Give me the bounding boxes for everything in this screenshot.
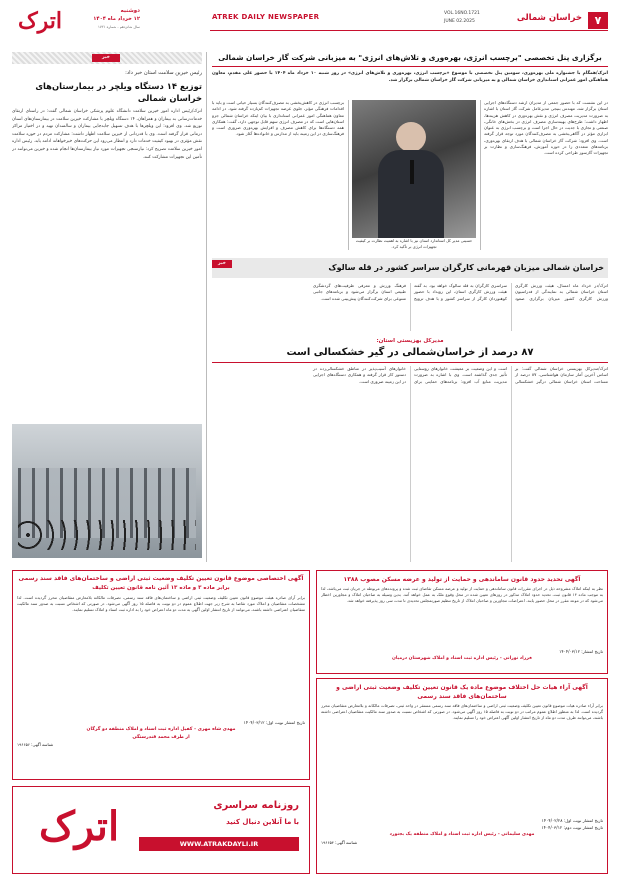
story3-headline: ۸۷ درصد از خراسان‌شمالی در گیر خشکسالی است — [286, 347, 534, 358]
lead-photo-caption: حسینی مدیر کل استاندارد استان نیز با اشاره به اهمیت نظارت بر کیفیت تجهیزات انرژی بر تأکید کرد. — [355, 238, 473, 249]
ad-bottom-right — [316, 678, 608, 874]
ad-signature: فرزاد نورانی - رئیس اداره ثبت اسناد و املاک شهرستان درمیان — [391, 656, 532, 661]
story2-kicker: خبر — [212, 260, 232, 268]
ad-subtitle: برابر ماده ۳ و ماده ۱۳ آئین نامه قانون تعیین تکلیف — [92, 584, 230, 591]
sidebar-headline: توزیع ۱۴ دستگاه ویلچر در بیمارستان‌های خراسان شمالی — [35, 81, 202, 103]
ad-signature: مهدی شاه مهری - کفیل اداره ثبت اسناد و املاک منطقه دو گرگان — [86, 726, 236, 732]
section-title: خراسان شمالی — [516, 13, 582, 23]
sidebar-lead-line: رئیس خیرین سلامت استان خبر داد: — [125, 70, 202, 76]
ad-body: برابر آرای صادره هیئت موضوع قانون تعیین تکلیف وضعیت ثبتی اراضی و ساختمان‌های فاقد سند رسمی، تصرفات مالکانه بلامعارض متقاضیان محرز گردیده است. لذا مشخصات متقاضیان و املاک مورد تقاضا به شرح زیر جهت اطلاع عموم در دو نوبت به فاصله ۱۵ روز آگهی می‌شود. در صورتی که اشخاص نسبت به صدور سند مالکیت متقاضیان اعتراضی داشته باشند، می‌توانند از تاریخ انتشار اولین آگهی به مدت دو ماه اعتراض خود را به اداره ثبت اسناد و املاک تسلیم نمایند. — [17, 594, 305, 612]
issue-day: دوشنبه — [120, 8, 140, 14]
page-header — [0, 0, 620, 46]
promo-tagline: روزنامه سراسری — [213, 800, 299, 811]
wheelchair-wheels — [18, 520, 196, 550]
ad-date-2: تاریخ انتشار نوبت دوم: ۱۴۰۴/۰۳/۱۲ — [541, 825, 603, 830]
ad-body: برابر آراء صادره هیات موضوع قانون تعیین تکلیف وضعیت ثبتی اراضی و ساختمان‌های فاقد سند رسمی مستقر در واحد ثبتی، تصرفات مالکانه و بلامعارض متقاضیان محرز گردیده است. لذا به منظور اطلاع عموم مراتب در دو نوبت به فاصله ۱۵ روز آگهی می‌شود. در صورتی که اشخاص نسبت به صدور سند مالکیت متقاضیان اعتراضی داشته باشند، می‌توانند ظرف مدت دو ماه از تاریخ انتشار اولین آگهی اعتراض خود را تسلیم نمایند. — [321, 703, 603, 721]
date-en: JUNE 02.2025 — [444, 19, 475, 24]
col-divider — [480, 100, 481, 250]
sidebar-kicker: خبر — [92, 54, 120, 62]
ad-date: تاریخ انتشار: ۱۴۰۴/۰۳/۱۲ — [559, 649, 603, 654]
story3-rule — [212, 362, 608, 363]
lead-headline: برگزاری پنل تخصصی "برچسب انرژی، بهره‌وری و تلاش‌های انرژی" به میزبانی شرکت گاز خراسان شمالی — [218, 53, 602, 62]
ad-code: شناسه آگهی: ۱۹۶۶۵۶ — [17, 741, 54, 747]
lead-body-col2: برچسب انرژی در کاهش‌بخشی به مصرف‌کنندگان بسیار حیاتی است و باید با اقدامات فرهنگی مؤثر، جلوی عرضه تجهیزات کم‌بازده گرفته شود. در ادامه معاون هماهنگی امور عمرانی استانداری با بیان اینکه خراسان شمالی جزو استان‌هایی است که در مصرف انرژی سهم قابل توجهی دارد، گفت: همکاری همه دستگاه‌ها برای کاهش مصرف و افزایش بهره‌وری ضروری است و فرهنگ‌سازی در این زمینه باید از مدارس و خانواده‌ها آغاز شود. — [212, 100, 344, 137]
promo-logo: اترک — [38, 803, 120, 850]
col-divider — [348, 100, 349, 250]
ad-top-right — [316, 570, 608, 674]
masthead-logo: اترک — [17, 8, 63, 34]
photo-speaker — [396, 122, 426, 152]
lead-rule — [212, 66, 608, 67]
story3-kicker: مدیرکل بهزیستی استان: — [376, 338, 444, 344]
ad-signature-2: از طرف محمد قندرستگی — [132, 734, 190, 740]
issue-date: ۱۲ خرداد ماه ۱۴۰۴ — [93, 16, 140, 22]
vol-line: VOL.16NO.1721 — [444, 11, 480, 16]
ad-code: شناسه آگهی: ۱۹۶۶۵۴ — [321, 840, 358, 845]
ad-date-1: تاریخ انتشار نوبت اول: ۱۴۰۴/۰۲/۲۸ — [541, 818, 603, 823]
promo-cta: با ما آنلاین دنبال کنید — [226, 818, 299, 826]
ad-title: آگهی آراء هیات حل اختلاف موضوع ماده یک قانون تعیین تکلیف وضعیت ثبتی اراضی و ساختمان‌های فاقد سند رسمی — [336, 684, 588, 700]
promo-box — [12, 786, 310, 874]
story2-headline: خراسان شمالی میزبان قهرمانی کارگران سراسر کشور در قله سالوک — [328, 263, 604, 272]
ad-top-left — [12, 570, 310, 780]
paper-name-en: ATREK DAILY NEWSPAPER — [212, 13, 320, 21]
issue-sub: سال شانزدهم - شماره ۱۷۲۱ — [98, 25, 140, 29]
sidebar-body: اترک/رئیس اداره امور خیرین سلامت دانشگاه علوم پزشکی خراسان شمالی گفت: در راستای ارتقای خدمات‌رسانی به بیماران و همراهان، ۱۴ دستگاه ویلچر با مشارکت خیرین سلامت در بیمارستان‌های استان توزیع شد. وی افزود: این ویلچرها با هدف تسهیل جابه‌جایی بیماران و سالمندان تهیه و در اختیار مراکز درمانی قرار گرفته است. وی با قدردانی از خیرین سلامت اظهار داشت: مشارکت مردم در حوزه سلامت نقش مؤثری در بهبود کیفیت خدمات دارد و انتظار می‌رود این حرکت‌های خیرخواهانه ادامه یابد. رئیس اداره امور خیرین سلامت تصریح کرد: نیازسنجی تجهیزات مورد نیاز بیمارستان‌ها انجام شده و خیرین می‌توانند در تأمین این تجهیزات مشارکت کنند. — [12, 109, 202, 160]
page-number: ۷ — [588, 12, 608, 29]
sidebar-photo — [12, 424, 202, 558]
header-rule — [210, 30, 608, 31]
story3-body: اترک/مدیرکل بهزیستی خراسان شمالی گفت: بر اساس آخرین آمار سازمان هواشناسی، ۸۷ درصد از مساحت استان خراسان شمالی درگیر خشکسالی است و این وضعیت بر معیشت خانوارهای روستایی تأثیر جدی گذاشته است. وی با اشاره به ضرورت مدیریت منابع آب افزود: برنامه‌های حمایتی برای خانوارهای آسیب‌پذیر در مناطق خشکسالی‌زده در دستور کار قرار گرفته و همکاری دستگاه‌های اجرایی در این زمینه ضروری است. — [313, 366, 608, 384]
ad-title: آگهی تحدید حدود قانون ساماندهی و حمایت از تولید و عرضه مسکن مصوب ۱۳۸۸ — [343, 576, 581, 583]
story2-body: اترک/در خرداد ماه امسال، هیئت ورزش کارگری استان خراسان شمالی به نمایندگی از فدراسیون ورزش کارگری کشور میزبان برگزاری صعود سراسری کارگران به قله سالوک خواهد بود. به گفته هیئت ورزش کارگری استان، این رویداد با حضور کوهنوردان کارگر از سراسر کشور و با هدف ترویج فرهنگ ورزش و معرفی ظرفیت‌های گردشگری طبیعی استان برگزار می‌شود و برنامه‌های جانبی متنوعی برای شرکت‌کنندگان پیش‌بینی شده است. — [313, 283, 608, 301]
lead-photo — [352, 100, 476, 238]
ad-body: نظر به اینکه املاک مشروحه ذیل در اجرای مقررات قانون ساماندهی و حمایت از تولید و عرضه مسکن تقاضای ثبت شده و پرونده‌های مربوطه در جریان ثبت می‌باشد، لذا به موجب ماده ۱۴ قانون ثبت، تحدید حدود املاک مذکور در روزهای تعیین شده در محل وقوع ملک به عمل خواهد آمد. بدین وسیله به صاحبان املاک و مجاورین اخطار می‌شود که در موعد مقرر در محل حضور یابند. اعتراضات مجاورین و صاحبان املاک از تاریخ تنظیم صورتمجلس تحدیدی تا مدت سی روز پذیرفته خواهد شد. — [321, 586, 603, 604]
ad-signature: مهدی سلیمانی - رئیس اداره ثبت اسناد و املاک منطقه یک بجنورد — [389, 832, 535, 837]
lead-intro: اترک/همگام با جشنواره ملی بهره‌وری، سومین پنل تخصصی با موضوع «برچسب انرژی، بهره‌وری و تلاش‌های انرژی» در روز شنبه ۱۰ خرداد ماه ۱۴۰۴ با حضور علی مقدم، معاون هماهنگی امور عمرانی استانداری خراسان شمالی و به میزبانی شرکت گاز خراسان شمالی برگزار شد. — [212, 71, 608, 84]
ad-title: آگهی اختصاصی موضوع قانون تعیین تکلیف وضعیت ثبتی اراضی و ساختمان‌های فاقد سند رسمی — [18, 575, 304, 582]
ad-date: تاریخ انتشار نوبت اول: ۱۴۰۴/۰۳/۱۲ — [243, 719, 305, 725]
photo-microphone — [410, 160, 414, 184]
promo-url[interactable]: WWW.ATRAKDAYLI.IR — [139, 837, 299, 851]
lead-body-col1: در این نشست که با حضور جمعی از مدیران ارشد دستگاه‌های اجرایی استان برگزار شد، مهندس بنیجی مدیرعامل شرکت گاز استان با اشاره به ضرورت مدیریت مصرف انرژی و نقش بهره‌وری در کاهش هزینه‌ها، اظهار داشت: طرح‌های بهینه‌سازی مصرف انرژی در بخش‌های خانگی، صنعتی و تجاری با جدیت در حال اجرا است و برچسب انرژی به عنوان ابزاری مؤثر در آگاهی‌بخشی به مصرف‌کنندگان مورد توجه قرار گرفته است. وی افزود: شرکت گاز خراسان شمالی با هدف ارتقای بهره‌وری، برنامه‌های متعددی را در حوزه آموزش، فرهنگ‌سازی و نظارت بر تجهیزات گازسوز طراحی کرده است. — [484, 100, 608, 156]
sidebar-divider — [206, 52, 207, 562]
